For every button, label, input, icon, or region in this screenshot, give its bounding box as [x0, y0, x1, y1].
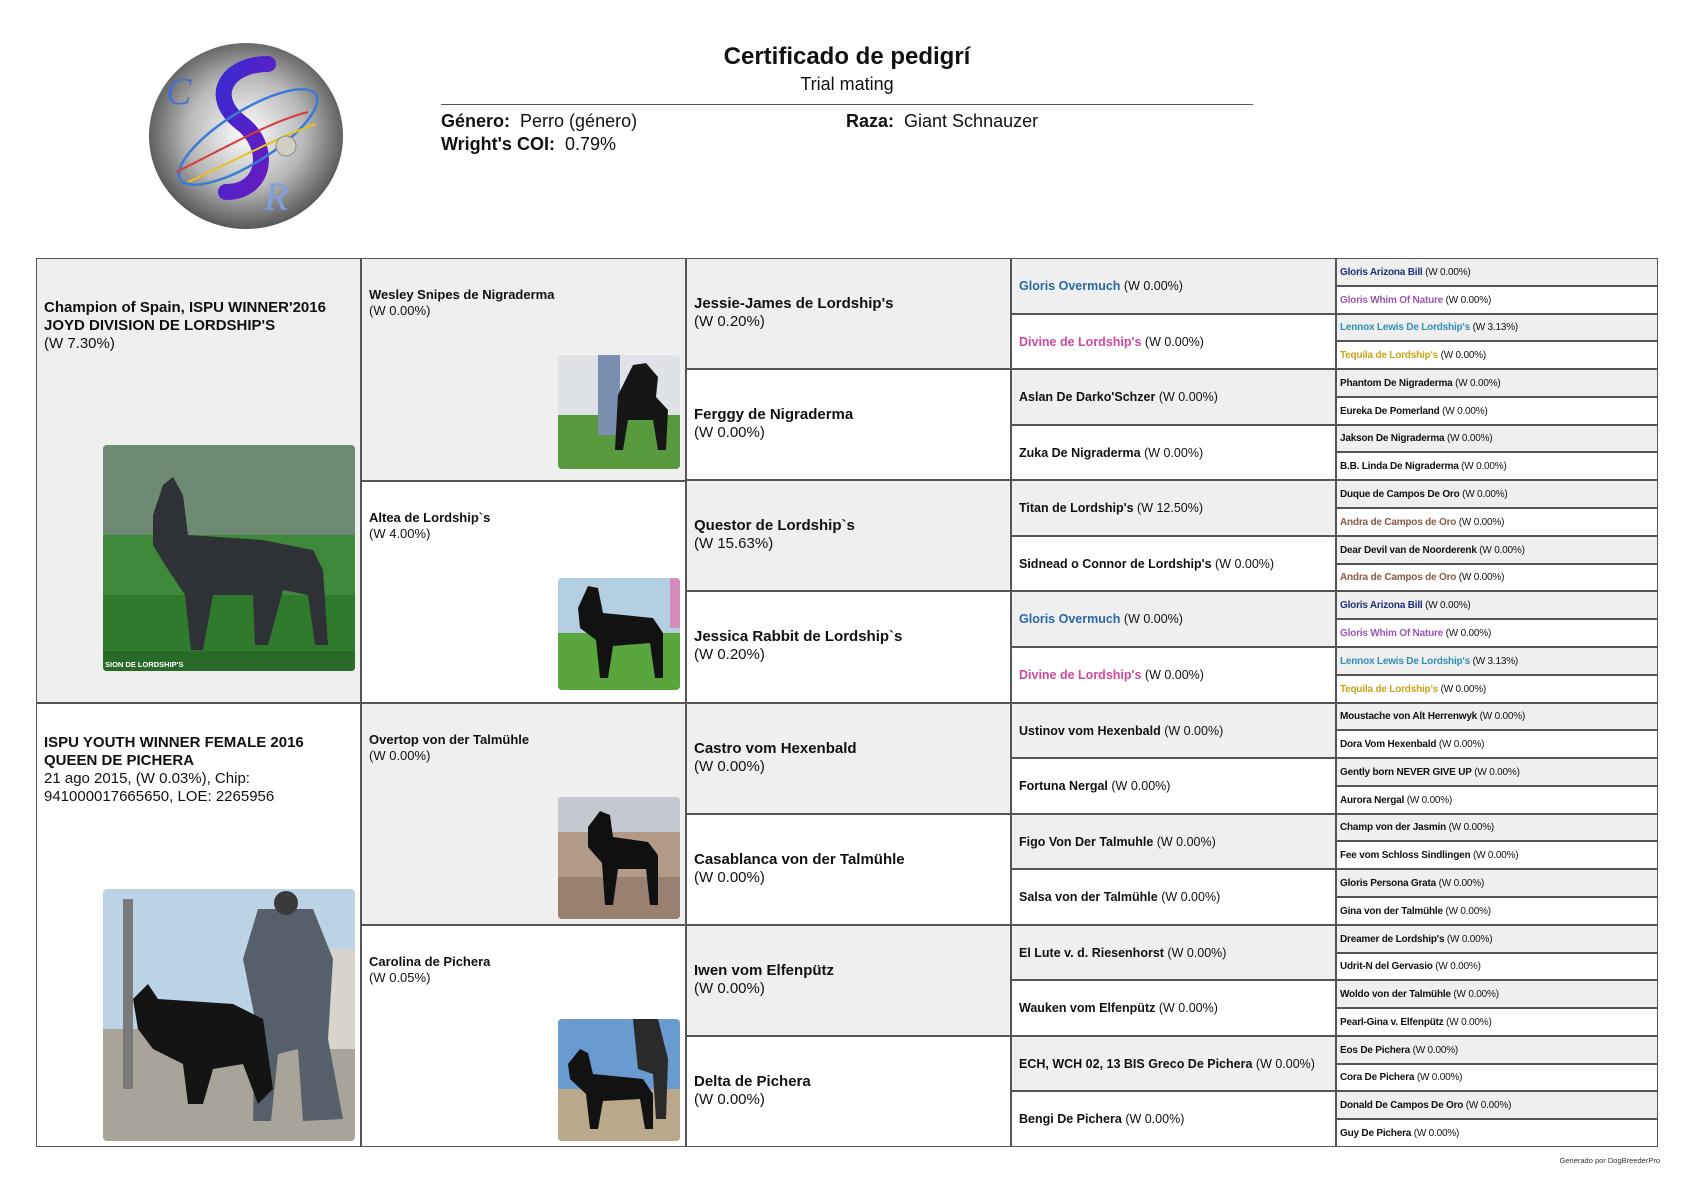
gen5-name-7: B.B. Linda De Nigraderma [1340, 461, 1459, 472]
dam-cell[interactable] [36, 703, 361, 1147]
gen4-cell-9[interactable] [1011, 758, 1336, 814]
gen5-cell-3[interactable] [1336, 341, 1658, 369]
gen5-coi-17: (W 0.00%) [1438, 739, 1485, 750]
gen5-cell-18[interactable] [1336, 758, 1658, 786]
gen4-name-0: Gloris Overmuch [1019, 279, 1121, 293]
gen3-coi-5: (W 0.00%) [694, 869, 765, 886]
gen5-name-9: Andra de Campos de Oro [1340, 517, 1457, 528]
gen5-cell-13[interactable] [1336, 619, 1658, 647]
gen5-cell-12[interactable] [1336, 591, 1658, 619]
gen5-cell-20[interactable] [1336, 814, 1658, 841]
gen5-coi-27: (W 0.00%) [1446, 1017, 1492, 1028]
gen5-name-18: Gently born NEVER GIVE UP [1340, 767, 1472, 778]
gen5-cell-15[interactable] [1336, 675, 1658, 703]
gen5-coi-13: (W 0.00%) [1445, 628, 1492, 639]
gen3-name-0: Jessie-James de Lordship's [694, 295, 894, 312]
gen5-coi-1: (W 0.00%) [1445, 295, 1492, 306]
gen3-name-1: Ferggy de Nigraderma [694, 406, 854, 423]
gen4-cell-0[interactable] [1011, 258, 1336, 314]
gen3-name-4: Castro vom Hexenbald [694, 740, 857, 757]
dam-details-line2: 941000017665650, LOE: 2265956 [44, 788, 275, 805]
gen4-coi-1: (W 0.00%) [1144, 335, 1204, 349]
gen5-coi-10: (W 0.00%) [1479, 545, 1525, 556]
genero-row [441, 111, 637, 132]
sire-photo-caption: SION DE LORDSHIP'S [105, 660, 184, 669]
gen3-cell-4[interactable] [686, 703, 1011, 814]
gen3-cell-2[interactable] [686, 480, 1011, 591]
gen5-coi-26: (W 0.00%) [1453, 989, 1499, 1000]
gen5-cell-31[interactable] [1336, 1119, 1658, 1147]
gen2-name-2: Overtop von der Talmühle [369, 732, 530, 747]
header [441, 42, 1253, 165]
page-title: Certificado de pedigrí [723, 43, 971, 70]
raza-row [846, 111, 1038, 132]
gen5-cell-29[interactable] [1336, 1064, 1658, 1091]
gen5-coi-24: (W 0.00%) [1446, 934, 1493, 945]
gen4-coi-11: (W 0.00%) [1161, 890, 1221, 904]
gen5-name-29: Cora De Pichera [1340, 1072, 1415, 1083]
gen5-name-28: Eos De Pichera [1340, 1045, 1411, 1056]
gen3-name-3: Jessica Rabbit de Lordship`s [694, 628, 903, 645]
sire-name-line1: Champion of Spain, ISPU WINNER'2016 [44, 299, 326, 316]
gen2-coi-2: (W 0.00%) [369, 748, 431, 763]
gen2-photo-0[interactable] [558, 355, 680, 469]
gen4-name-12: El Lute v. d. Riesenhorst [1019, 946, 1164, 960]
gen5-cell-26[interactable] [1336, 980, 1658, 1008]
coi-row [441, 134, 616, 155]
gen3-cell-0[interactable] [686, 258, 1011, 369]
gen4-cell-8[interactable] [1011, 703, 1336, 758]
gen5-name-8: Duque de Campos De Oro [1340, 489, 1460, 500]
gen5-name-22: Gloris Persona Grata [1340, 878, 1437, 889]
gen5-name-1: Gloris Whim Of Nature [1340, 295, 1444, 306]
sire-cell[interactable] [36, 258, 361, 703]
gen5-coi-20: (W 0.00%) [1448, 822, 1495, 833]
gen4-cell-11[interactable] [1011, 869, 1336, 925]
gen5-name-13: Gloris Whim Of Nature [1340, 628, 1444, 639]
gen5-name-30: Donald De Campos De Oro [1340, 1100, 1464, 1111]
gen5-coi-18: (W 0.00%) [1474, 767, 1520, 778]
gen4-name-7: Divine de Lordship's [1019, 668, 1142, 682]
gen5-cell-1[interactable] [1336, 286, 1658, 314]
gen4-name-2: Aslan De Darko'Schzer [1019, 390, 1156, 404]
gen4-cell-2[interactable] [1011, 369, 1336, 425]
gen5-coi-22: (W 0.00%) [1438, 878, 1485, 889]
gen5-name-16: Moustache von Alt Herrenwyk [1340, 711, 1478, 722]
gen3-coi-7: (W 0.00%) [694, 1091, 765, 1108]
gen5-name-23: Gina von der Talmühle [1340, 906, 1443, 917]
gen4-cell-10[interactable] [1011, 814, 1336, 869]
gen5-coi-8: (W 0.00%) [1462, 489, 1508, 500]
gen4-coi-3: (W 0.00%) [1144, 446, 1204, 460]
gen5-name-11: Andra de Campos de Oro [1340, 572, 1457, 583]
gen4-cell-3[interactable] [1011, 425, 1336, 480]
gen5-cell-2[interactable] [1336, 314, 1658, 341]
gen2-cell-2[interactable] [361, 703, 686, 925]
gen2-coi-0: (W 0.00%) [369, 303, 431, 318]
gen5-name-2: Lennox Lewis De Lordship's [1340, 322, 1470, 333]
gen5-name-21: Fee vom Schloss Sindlingen [1340, 850, 1471, 861]
gen4-name-9: Fortuna Nergal [1019, 779, 1108, 793]
gen3-coi-2: (W 15.63%) [694, 535, 774, 552]
gen2-cell-1[interactable] [361, 481, 686, 703]
gen5-name-20: Champ von der Jasmin [1340, 822, 1447, 833]
genero-label: Género: [441, 111, 511, 131]
gen4-name-5: Sidnead o Connor de Lordship's [1019, 557, 1212, 571]
gen5-coi-2: (W 3.13%) [1472, 322, 1519, 333]
gen3-cell-6[interactable] [686, 925, 1011, 1036]
gen3-cell-5[interactable] [686, 814, 1011, 925]
gen5-cell-28[interactable] [1336, 1036, 1658, 1064]
gen5-coi-28: (W 0.00%) [1412, 1045, 1459, 1056]
gen3-coi-6: (W 0.00%) [694, 980, 765, 997]
gen4-cell-1[interactable] [1011, 314, 1336, 369]
gen5-cell-5[interactable] [1336, 397, 1658, 425]
gen5-name-17: Dora Vom Hexenbald [1340, 739, 1437, 750]
gen2-photo-2[interactable] [558, 797, 680, 919]
gen5-name-19: Aurora Nergal [1340, 795, 1405, 806]
gen4-cell-5[interactable] [1011, 536, 1336, 591]
svg-text:R: R [264, 174, 289, 219]
gen2-photo-3[interactable] [558, 1019, 680, 1141]
gen5-coi-31: (W 0.00%) [1413, 1128, 1460, 1139]
gen4-coi-10: (W 0.00%) [1156, 835, 1216, 849]
gen5-coi-3: (W 0.00%) [1440, 350, 1487, 361]
gen5-name-3: Tequila de Lordship's [1340, 350, 1439, 361]
gen5-name-31: Guy De Pichera [1340, 1128, 1412, 1139]
gen5-coi-0: (W 0.00%) [1425, 267, 1471, 278]
gen4-name-1: Divine de Lordship's [1019, 335, 1142, 349]
gen3-coi-0: (W 0.20%) [694, 313, 765, 330]
gen5-cell-0[interactable] [1336, 258, 1658, 286]
gen5-coi-25: (W 0.00%) [1435, 961, 1481, 972]
gen3-cell-3[interactable] [686, 591, 1011, 703]
gen5-coi-19: (W 0.00%) [1406, 795, 1453, 806]
gen5-coi-15: (W 0.00%) [1440, 684, 1487, 695]
gen5-cell-9[interactable] [1336, 508, 1658, 536]
sire-photo[interactable] [103, 445, 355, 671]
gen5-name-10: Dear Devil van de Noorderenk [1340, 545, 1477, 556]
gen5-name-27: Pearl-Gina v. Elfenpütz [1340, 1017, 1444, 1028]
gen4-coi-15: (W 0.00%) [1125, 1112, 1185, 1126]
gen5-name-15: Tequila de Lordship's [1340, 684, 1439, 695]
gen3-name-2: Questor de Lordship`s [694, 517, 855, 534]
gen3-name-7: Delta de Pichera [694, 1073, 811, 1090]
gen5-cell-27[interactable] [1336, 1008, 1658, 1036]
gen4-coi-7: (W 0.00%) [1144, 668, 1204, 682]
gen5-coi-21: (W 0.00%) [1472, 850, 1519, 861]
gen5-cell-25[interactable] [1336, 953, 1658, 980]
gen4-coi-2: (W 0.00%) [1158, 390, 1218, 404]
gen2-photo-1[interactable] [558, 578, 680, 690]
gen4-cell-6[interactable] [1011, 591, 1336, 647]
gen3-cell-7[interactable] [686, 1036, 1011, 1147]
gen5-cell-8[interactable] [1336, 480, 1658, 508]
gen5-coi-12: (W 0.00%) [1425, 600, 1471, 611]
gen2-name-0: Wesley Snipes de Nigraderma [369, 287, 555, 302]
gen4-name-8: Ustinov vom Hexenbald [1019, 724, 1161, 738]
gen5-name-6: Jakson De Nigraderma [1340, 433, 1445, 444]
gen4-name-11: Salsa von der Talmühle [1019, 890, 1158, 904]
gen2-name-3: Carolina de Pichera [369, 954, 491, 969]
genero-value: Perro (género) [520, 111, 638, 131]
gen5-coi-11: (W 0.00%) [1458, 572, 1505, 583]
gen4-name-6: Gloris Overmuch [1019, 612, 1121, 626]
gen4-coi-9: (W 0.00%) [1111, 779, 1171, 793]
gen5-cell-7[interactable] [1336, 452, 1658, 480]
gen4-coi-0: (W 0.00%) [1123, 279, 1183, 293]
gen2-name-1: Altea de Lordship`s [369, 510, 491, 525]
sire-name-line2: JOYD DIVISION DE LORDSHIP'S [44, 317, 276, 334]
gen5-name-25: Udrit-N del Gervasio [1340, 961, 1433, 972]
gen3-name-6: Iwen vom Elfenpütz [694, 962, 835, 979]
gen4-name-4: Titan de Lordship's [1019, 501, 1134, 515]
footer-credit: Generado por DogBreederPro [1559, 1156, 1660, 1165]
gen4-coi-5: (W 0.00%) [1215, 557, 1275, 571]
gen3-coi-1: (W 0.00%) [694, 424, 765, 441]
gen5-coi-16: (W 0.00%) [1479, 711, 1526, 722]
gen2-coi-3: (W 0.05%) [369, 970, 431, 985]
gen4-coi-14: (W 0.00%) [1255, 1057, 1315, 1071]
gen5-coi-6: (W 0.00%) [1446, 433, 1493, 444]
gen4-cell-15[interactable] [1011, 1091, 1336, 1147]
gen4-cell-14[interactable] [1011, 1036, 1336, 1091]
raza-value: Giant Schnauzer [904, 111, 1039, 131]
gen3-coi-4: (W 0.00%) [694, 758, 765, 775]
logo-icon [148, 42, 344, 230]
gen4-cell-7[interactable] [1011, 647, 1336, 703]
gen5-name-24: Dreamer de Lordship's [1340, 934, 1445, 945]
coi-label: Wright's COI: [441, 134, 555, 154]
dam-photo[interactable] [103, 889, 355, 1141]
gen5-coi-9: (W 0.00%) [1458, 517, 1505, 528]
gen5-coi-7: (W 0.00%) [1461, 461, 1507, 472]
gen3-name-5: Casablanca von der Talmühle [694, 851, 905, 868]
gen5-name-5: Eureka De Pomerland [1340, 406, 1440, 417]
page-subtitle: Trial mating [800, 74, 894, 94]
gen5-cell-21[interactable] [1336, 841, 1658, 869]
gen5-coi-4: (W 0.00%) [1455, 378, 1501, 389]
gen5-coi-30: (W 0.00%) [1465, 1100, 1512, 1111]
gen4-coi-8: (W 0.00%) [1164, 724, 1224, 738]
gen5-name-0: Gloris Arizona Bill [1340, 267, 1423, 278]
gen4-name-13: Wauken vom Elfenpütz [1019, 1001, 1156, 1015]
gen5-cell-6[interactable] [1336, 425, 1658, 452]
gen4-name-10: Figo Von Der Talmuhle [1019, 835, 1154, 849]
raza-label: Raza: [846, 111, 895, 131]
gen5-cell-10[interactable] [1336, 536, 1658, 564]
dam-name-line1: ISPU YOUTH WINNER FEMALE 2016 [44, 734, 304, 751]
gen5-cell-24[interactable] [1336, 925, 1658, 953]
gen4-coi-6: (W 0.00%) [1123, 612, 1183, 626]
gen4-name-14: ECH, WCH 02, 13 BIS Greco De Pichera [1019, 1057, 1253, 1071]
gen5-cell-16[interactable] [1336, 703, 1658, 730]
gen2-cell-0[interactable] [361, 258, 686, 481]
gen5-cell-22[interactable] [1336, 869, 1658, 897]
gen5-cell-19[interactable] [1336, 786, 1658, 814]
gen3-cell-1[interactable] [686, 369, 1011, 480]
gen4-cell-13[interactable] [1011, 980, 1336, 1036]
sire-coi: (W 7.30%) [44, 335, 115, 352]
gen5-cell-4[interactable] [1336, 369, 1658, 397]
header-meta [441, 105, 1253, 165]
gen5-cell-17[interactable] [1336, 730, 1658, 758]
gen4-name-15: Bengi De Pichera [1019, 1112, 1122, 1126]
gen2-coi-1: (W 4.00%) [369, 526, 431, 541]
gen5-coi-23: (W 0.00%) [1445, 906, 1491, 917]
gen5-coi-14: (W 3.13%) [1472, 656, 1519, 667]
gen5-cell-11[interactable] [1336, 564, 1658, 591]
gen4-coi-12: (W 0.00%) [1167, 946, 1227, 960]
gen4-name-3: Zuka De Nigraderma [1019, 446, 1141, 460]
gen2-cell-3[interactable] [361, 925, 686, 1147]
gen4-cell-4[interactable] [1011, 480, 1336, 536]
svg-text:C: C [166, 71, 192, 113]
gen5-cell-23[interactable] [1336, 897, 1658, 925]
gen5-name-12: Gloris Arizona Bill [1340, 600, 1423, 611]
coi-value: 0.79% [564, 134, 617, 154]
dam-details-line1: 21 ago 2015, (W 0.03%), Chip: [44, 770, 250, 787]
gen4-coi-13: (W 0.00%) [1158, 1001, 1218, 1015]
gen5-name-14: Lennox Lewis De Lordship's [1340, 656, 1470, 667]
gen5-cell-30[interactable] [1336, 1091, 1658, 1119]
gen5-name-26: Woldo von der Talmühle [1340, 989, 1451, 1000]
gen5-name-4: Phantom De Nigraderma [1340, 378, 1453, 389]
gen5-coi-5: (W 0.00%) [1442, 406, 1488, 417]
gen4-cell-12[interactable] [1011, 925, 1336, 980]
dam-name-line2: QUEEN DE PICHERA [44, 752, 195, 769]
pedigree-table [36, 258, 1658, 1147]
gen5-cell-14[interactable] [1336, 647, 1658, 675]
gen3-coi-3: (W 0.20%) [694, 646, 765, 663]
gen4-coi-4: (W 12.50%) [1137, 501, 1204, 515]
gen5-coi-29: (W 0.00%) [1416, 1072, 1463, 1083]
